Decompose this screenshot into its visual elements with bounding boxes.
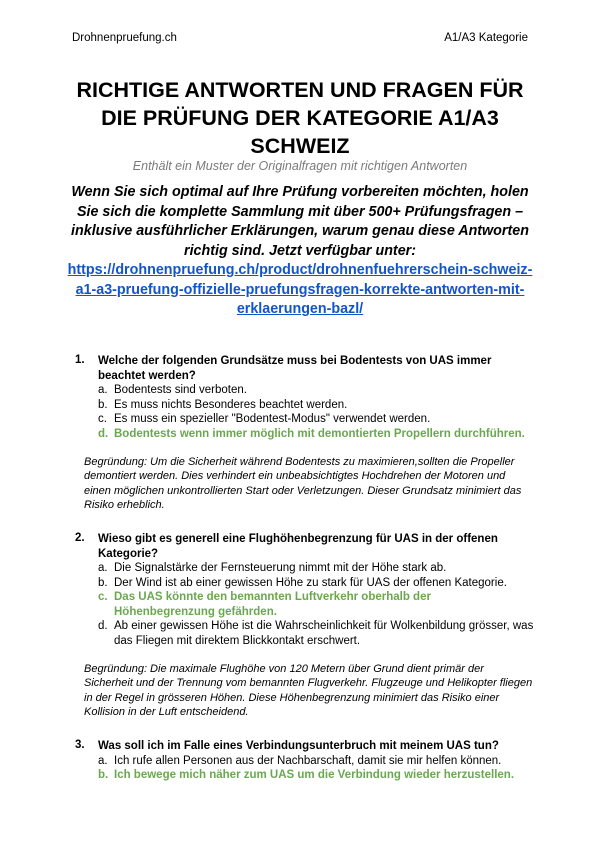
- answer-list: [98, 383, 534, 441]
- correct-answer: [98, 590, 534, 619]
- question-text: Welche der folgenden Grundsätze muss bei Bodentests von UAS immer beachtet werden?: [98, 355, 492, 382]
- product-link[interactable]: https://drohnenpruefung.ch/product/drohnenfuehrerschein-schweiz-a1-a3-pruefung-offizielle-pruefungsfragen-korrekte-antworten-mit-erklaerungen-bazl/: [67, 262, 533, 317]
- answer-option: [98, 412, 534, 427]
- question-number: 2.: [75, 532, 85, 545]
- answer-letter: c.: [98, 413, 107, 425]
- answer-text: Ich rufe allen Personen aus der Nachbarschaft, damit sie mir helfen können.: [114, 754, 502, 767]
- answer-text: Bodentests wenn immer möglich mit demontierten Propellern durchführen.: [114, 427, 525, 440]
- promo-block: [66, 183, 534, 320]
- page-title: RICHTIGE ANTWORTEN UND FRAGEN FÜR DIE PRÜFUNG DER KATEGORIE A1/A3 SCHWEIZ: [76, 78, 524, 158]
- answer-letter: a.: [98, 562, 108, 575]
- question-1: [72, 354, 534, 512]
- answer-letter: c.: [98, 591, 108, 604]
- question-number: 3.: [75, 739, 85, 752]
- answer-option: [98, 398, 534, 413]
- answer-letter: b.: [98, 398, 108, 411]
- question-list: [72, 354, 534, 783]
- question-text: Wieso gibt es generell eine Flughöhenbegrenzung für UAS in der offenen Kategorie?: [98, 533, 498, 560]
- question-text: Was soll ich im Falle eines Verbindungsunterbruch mit meinem UAS tun?: [98, 740, 499, 753]
- subtitle: Enthält ein Muster der Originalfragen mit richtigen Antworten: [132, 159, 468, 173]
- header-category: A1/A3 Kategorie: [444, 32, 528, 44]
- header-site: Drohnenpruefung.ch: [72, 32, 177, 44]
- answer-text: Bodentests sind verboten.: [114, 384, 247, 396]
- question-3: [72, 739, 534, 783]
- answer-option: [98, 576, 534, 591]
- answer-text: Es muss ein spezieller "Bodentest-Modus" verwendet werden.: [114, 413, 431, 425]
- answer-text: Der Wind ist ab einer gewissen Höhe zu stark für UAS der offenen Kategorie.: [114, 576, 507, 589]
- question-2: [72, 532, 534, 719]
- reason-text: Begründung: Um die Sicherheit während Bodentests zu maximieren,sollten die Propeller demontiert werden. Dies verhindert ein unbeabsichtigtes Hochdrehen der Motoren und einen möglichen unkontrollierten Start oder Verletzungen. Dieser Grundsatz minimiert das Risiko erheblich.: [84, 456, 522, 511]
- answer-option: [98, 383, 534, 398]
- question-number: 1.: [75, 354, 85, 366]
- answer-letter: b.: [98, 769, 109, 782]
- answer-option: [98, 754, 534, 769]
- answer-text: Ich bewege mich näher zum UAS um die Verbindung wieder herzustellen.: [114, 769, 515, 782]
- reason-text: Begründung: Die maximale Flughöhe von 120 Metern über Grund dient primär der Sicherheit und der Trennung vom bemannten Flugverkehr. Flugzeuge und Helikopter fliegen in der Regel in grösseren Höhen. Diese Höhenbegrenzung minimiert das Risiko einer Kollision in der Luft entscheidend.: [84, 663, 533, 719]
- answer-letter: d.: [98, 427, 109, 440]
- answer-option: [98, 619, 534, 648]
- answer-option: [98, 561, 534, 576]
- answer-text: Ab einer gewissen Höhe ist die Wahrscheinlichkeit für Wolkenbildung grösser, was das Fliegen mit direktem Blickkontakt erschwert.: [114, 620, 534, 647]
- answer-letter: a.: [98, 384, 108, 396]
- answer-letter: a.: [98, 754, 108, 767]
- correct-answer: [98, 768, 534, 783]
- answer-letter: d.: [98, 620, 108, 633]
- answer-letter: b.: [98, 576, 108, 589]
- answer-text: Das UAS könnte den bemannten Luftverkehr oberhalb der Höhenbegrenzung gefährden.: [114, 591, 431, 618]
- promo-text: Wenn Sie sich optimal auf Ihre Prüfung vorbereiten möchten, holen Sie sich die komplette Sammlung mit über 500+ Prüfungsfragen – inklusive ausführlicher Erklärungen, warum genau diese Antworten richtig sind. Jetzt verfügbar unter:: [71, 184, 529, 259]
- answer-list: [98, 561, 534, 648]
- answer-text: Es muss nichts Besonderes beachtet werden.: [114, 398, 348, 411]
- correct-answer: [98, 427, 534, 442]
- answer-text: Die Signalstärke der Fernsteuerung nimmt mit der Höhe stark ab.: [114, 562, 447, 575]
- answer-list: [98, 754, 534, 783]
